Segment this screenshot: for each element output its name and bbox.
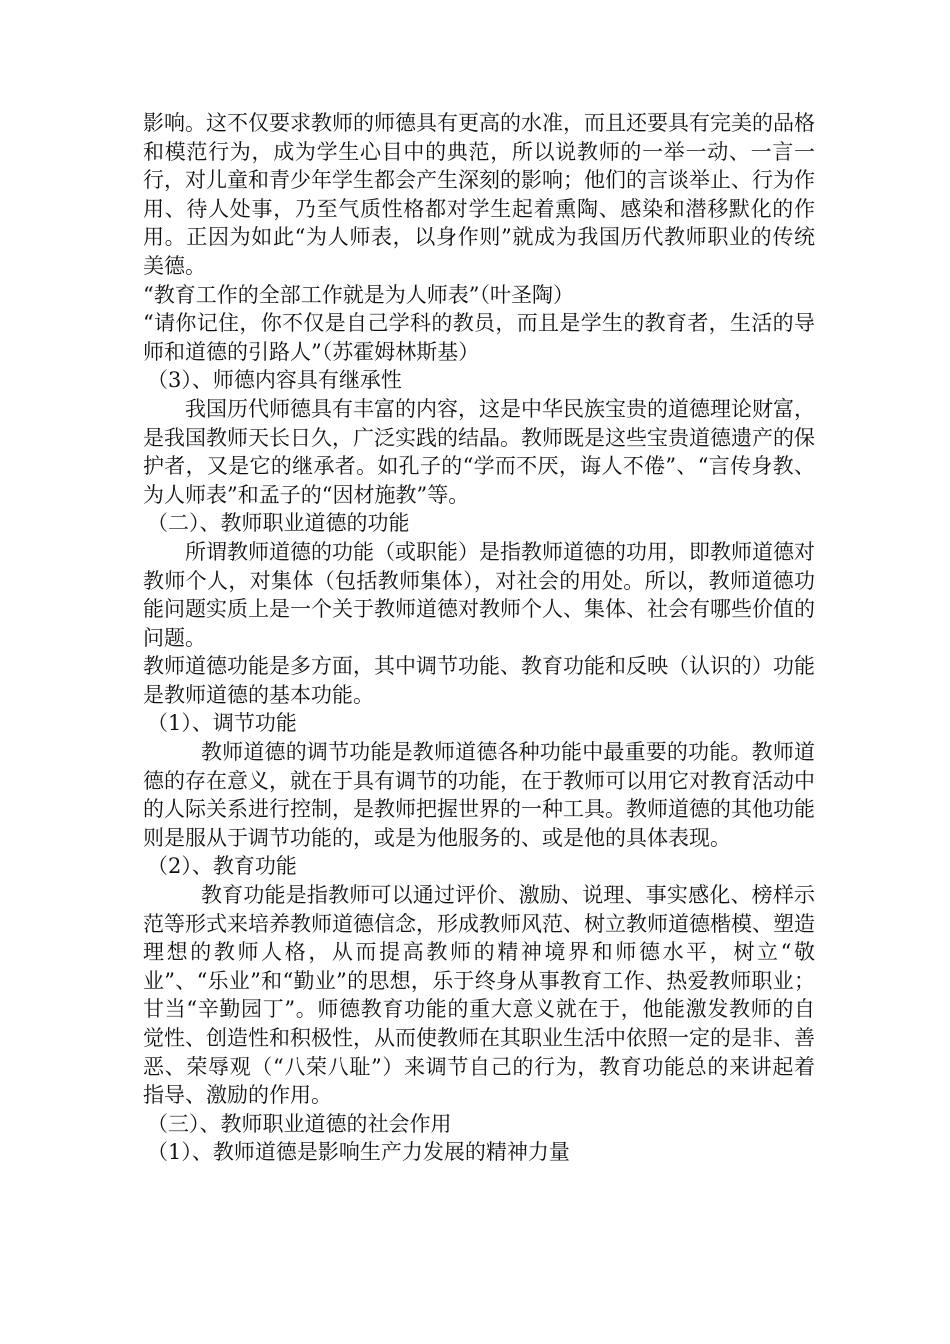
- quote-ye-shengtao: “教育工作的全部工作就是为人师表”（叶圣陶）: [143, 282, 574, 307]
- paragraph-basic-functions: 教师道德功能是多方面，其中调节功能、教育功能和反映（认识的）功能是教师道德的基本功能。: [143, 654, 815, 707]
- document-body: [143, 109, 815, 1167]
- paragraph-regulation: 教师道德的调节功能是教师道德各种功能中最重要的功能。教师道德的存在意义，就在于具有调节的功能，在于教师可以用它对教育活动中的人际关系进行控制，是教师把握世界的一种工具。教师道德的其他功能则是服从于调节功能的，或是为他服务的、或是他的具体表现。: [143, 740, 815, 850]
- quote-sukhomlinsky: “请你记住，你不仅是自己学科的教员，而且是学生的教育者，生活的导师和道德的引路人”（苏霍姆林斯基）: [143, 311, 815, 364]
- heading-functions: （二）、教师职业道德的功能: [147, 511, 410, 536]
- heading-education: （2）、教育功能: [147, 854, 297, 879]
- heading-regulation: （1）、调节功能: [147, 711, 297, 736]
- paragraph-education: 教育功能是指教师可以通过评价、激励、说理、事实感化、榜样示范等形式来培养教师道德信念，形成教师风范、树立教师道德楷模、塑造理想的教师人格，从而提高教师的精神境界和师德水平，树立“敬业”、“乐业”和“勤业”的思想，乐于终身从事教育工作、热爱教师职业；甘当“辛勤园丁”。师德教育功能的重大意义就在于，他能激发教师的自觉性、创造性和积极性，从而使教师在其职业生活中依照一定的是非、善恶、荣辱观（“八荣八耻”）来调节自己的行为，教育功能总的来讲起着指导、激励的作用。: [143, 883, 815, 1108]
- paragraph-functions-definition: 所谓教师道德的功能（或职能）是指教师道德的功用，即教师道德对教师个人，对集体（包括教师集体），对社会的用处。所以，教师道德功能问题实质上是一个关于教师道德对教师个人、集体、社会有哪些价值的问题。: [143, 539, 815, 650]
- paragraph-influence: 影响。这不仅要求教师的师德具有更高的水准，而且还要具有完美的品格和模范行为，成为学生心目中的典范，所以说教师的一举一动、一言一行，对儿童和青少年学生都会产生深刻的影响；他们的言谈举止、行为作用、待人处事，乃至气质性格都对学生起着熏陶、感染和潜移默化的作用。正因为如此“为人师表，以身作则”就成为我国历代教师职业的传统美德。: [143, 111, 815, 278]
- paragraph-inheritance: 我国历代师德具有丰富的内容，这是中华民族宝贵的道德理论财富，是我国教师天长日久，广泛实践的结晶。教师既是这些宝贵道德遗产的保护者，又是它的继承者。如孔子的“学而不厌，诲人不倦”、“言传身教、为人师表”和孟子的“因材施教”等。: [143, 396, 815, 507]
- heading-productivity: （1）、教师道德是影响生产力发展的精神力量: [147, 1140, 570, 1165]
- heading-inheritance: （3）、师德内容具有继承性: [147, 368, 402, 393]
- heading-social-role: （三）、教师职业道德的社会作用: [147, 1111, 452, 1136]
